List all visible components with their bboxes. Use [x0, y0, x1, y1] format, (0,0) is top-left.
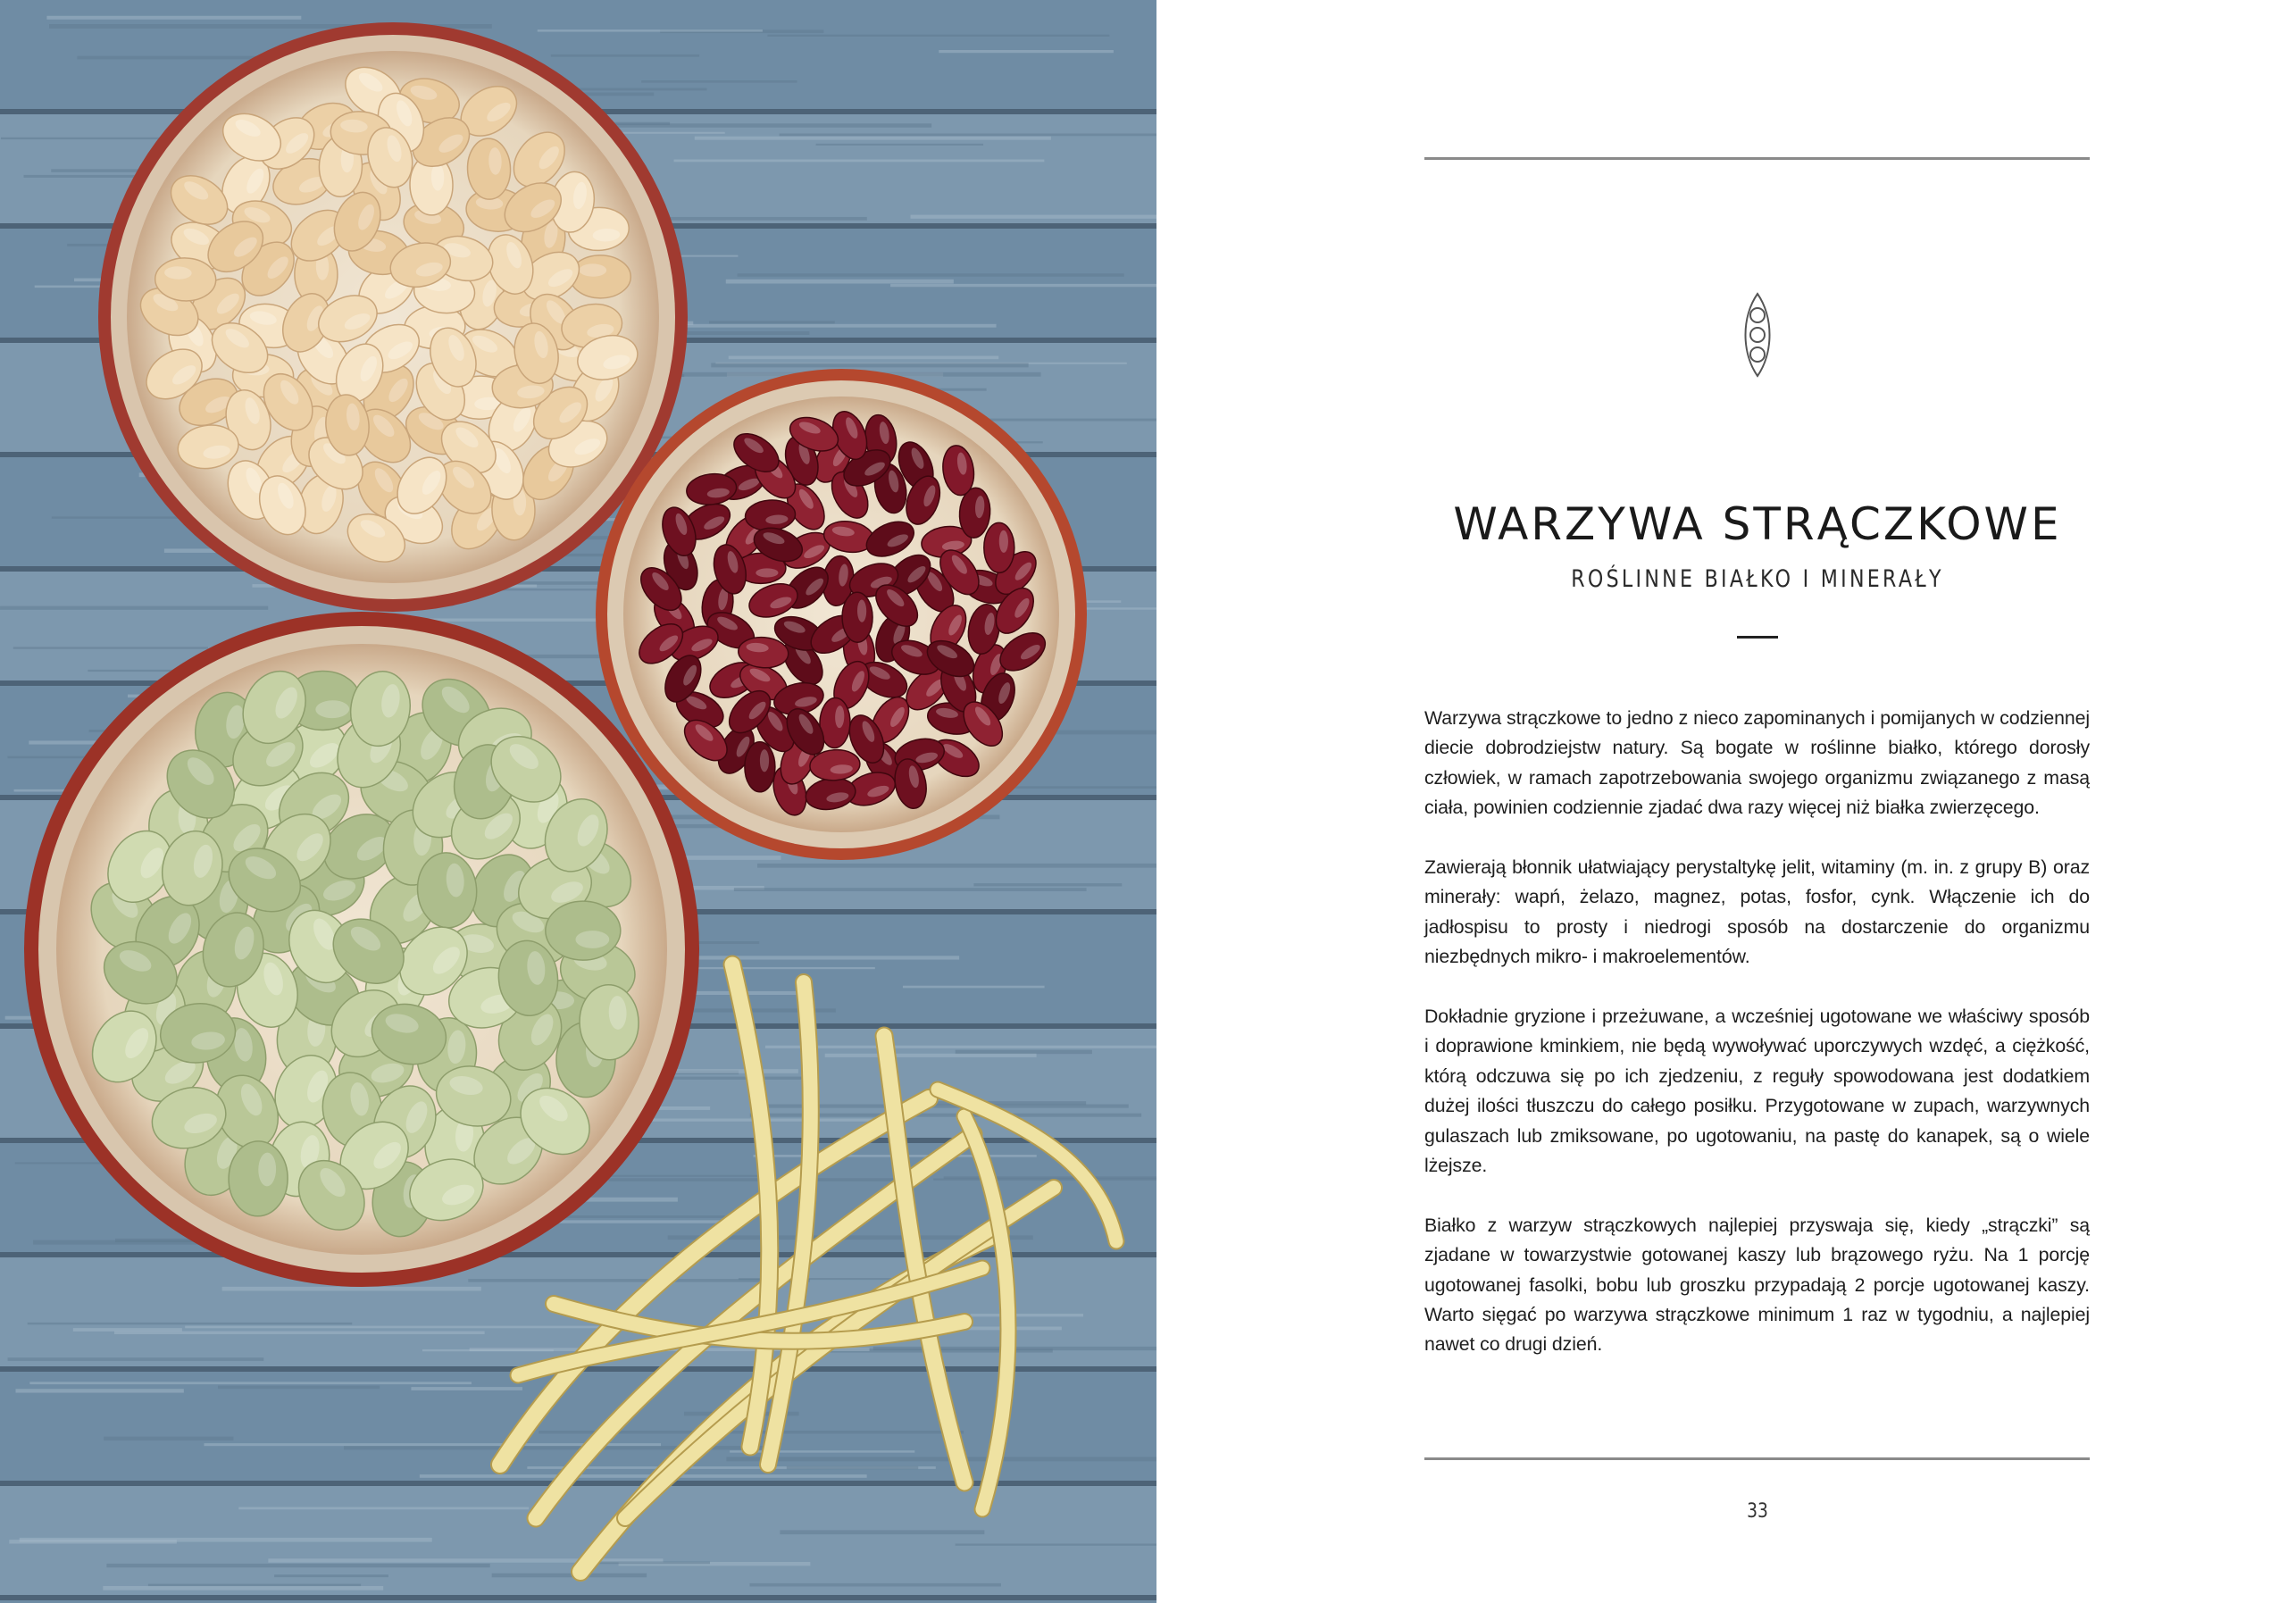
red-kidney-beans-bowl — [596, 369, 1087, 860]
paragraph-2: Zawierają błonnik ułatwiający perystaltykę jelit, witaminy (m. in. z grupy B) oraz minerały: wapń, żelazo, magnez, potas, fosfor, cynk. Włączenie ich do jadłospisu to prosty i niedrogi sposób na dostarczenie do organizmu niezbędnych mikro- i makroelementów. — [1424, 856, 2090, 968]
pea-pod-icon — [1734, 290, 1781, 380]
page-subtitle: ROŚLINNE BIAŁKO I MINERAŁY — [1571, 565, 1944, 593]
bean — [154, 257, 216, 302]
page-number: 33 — [1747, 1500, 1768, 1523]
bean — [546, 901, 621, 960]
body-text — [1424, 704, 2090, 1390]
bean — [228, 1140, 288, 1216]
bean — [984, 522, 1014, 572]
paragraph-3: Dokładnie gryzione i przeżuwane, a wcześniej ugotowane we właściwy sposób i doprawione kminkiem, nie będą wywoływać uporczywych wzdęć, a ciężkość, którą odczuwa się po ich zjedzeniu, z reguły spowodowana jest dodatkiem dużej ilości tłuszczu do całego posiłku. Przygotowane w zupach, warzywnych gulaszach lub zmiksowane, po ugotowaniu, na pastę do kanapek, są o wiele lżejsze. — [1424, 1006, 2090, 1177]
paragraph-4: Białko z warzyw strączkowych najlepiej przyswaja się, kiedy „strączki” są zjadane w towarzystwie gotowanej kaszy lub brązowego ryżu. Na 1 porcję ugotowanej fasolki, bobu lub groszku przypadają 2 porcje ugotowanej kaszy. Warto sięgać po warzywa strączkowe minimum 1 raz w tygodniu, a najlepiej nawet co drugi dzień. — [1424, 1214, 2090, 1356]
bean — [570, 255, 630, 298]
top-rule — [1424, 157, 2090, 160]
paragraph-1: Warzywa strączkowe to jedno z nieco zapominanych i pomijanych w codziennej diecie dobrodziejstw natury. Są bogate w roślinne białko, którego dorosły człowiek, w ramach zapotrzebowania swojego organizmu związanego z masą ciała, powinien codziennie zjadać dwa razy więcej niż białka zwierzęcego. — [1424, 707, 2090, 819]
white-beans-bowl — [98, 22, 688, 612]
title-divider — [1737, 636, 1778, 639]
page-title: WARZYWA STRĄCZKOWE — [1453, 498, 2062, 550]
bean — [745, 742, 775, 792]
text-page — [1156, 0, 2296, 1603]
bean — [842, 592, 873, 642]
bottom-rule — [1424, 1457, 2090, 1460]
fava-beans-bowl — [24, 612, 699, 1287]
